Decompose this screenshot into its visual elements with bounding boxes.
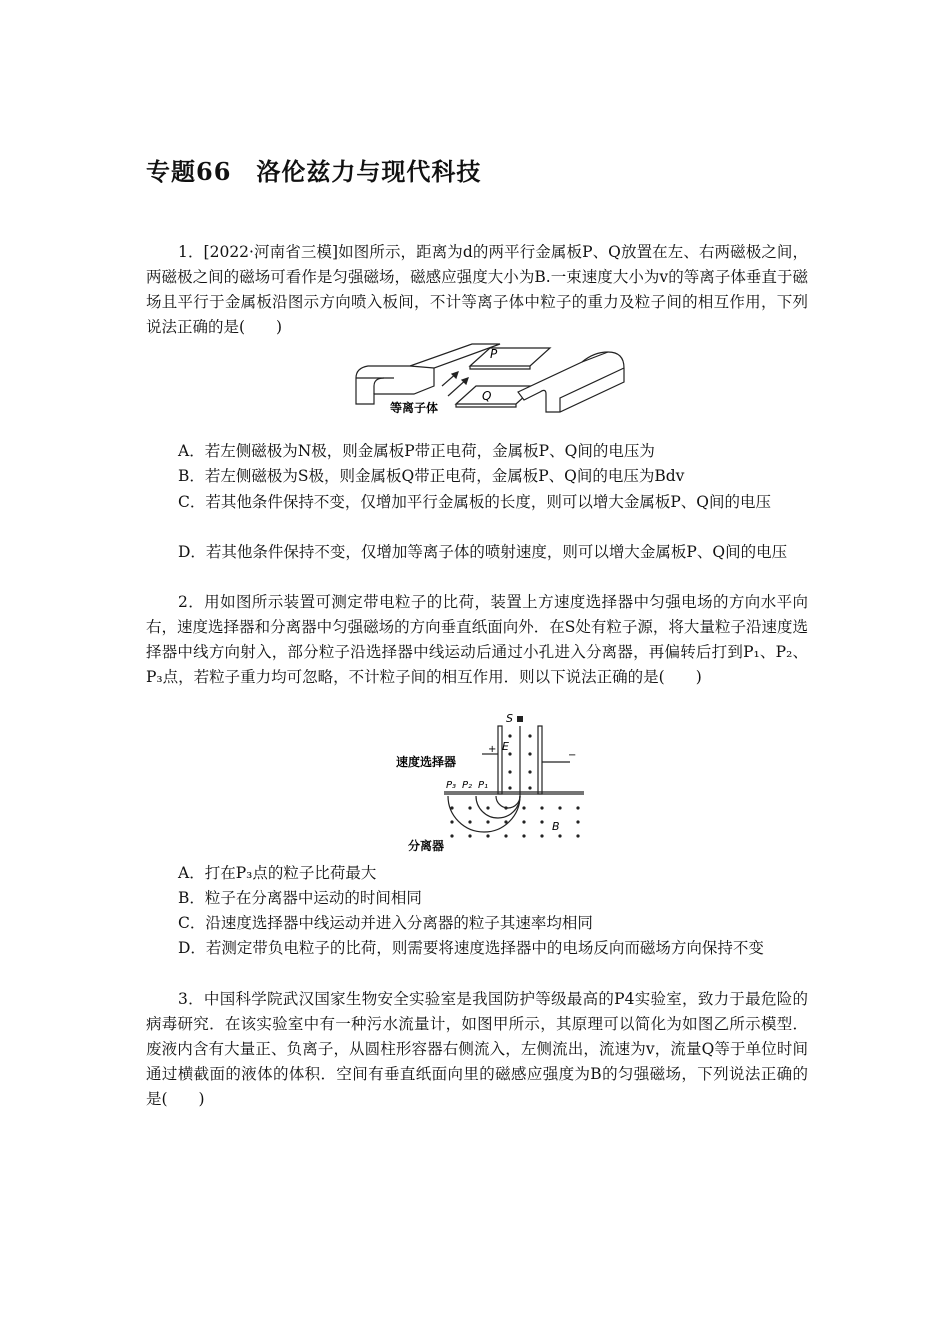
question-1-stem: 1．[2022·河南省三模]如图所示，距离为d的两平行金属板P、Q放置在左、右两磁极之间，两磁极之间的磁场可看作是匀强磁场，磁感应强度大小为B.一束速度大小为v的等离子体垂直于磁场且平行于金属板沿图示方向喷入板间，不计等离子体中粒子的重力及粒子间的相互作用，下列说法正确的是( ) xyxy=(146,243,808,336)
q1-option-a: A．若左侧磁极为N极，则金属板P带正电荷，金属板P、Q间的电压为 xyxy=(178,442,655,460)
label-b: B xyxy=(552,820,560,833)
label-selector: 速度选择器 xyxy=(396,755,457,769)
question-3-stem: 3．中国科学院武汉国家生物安全实验室是我国防护等级最高的P4实验室，致力于最危险的病毒研究．在该实验室中有一种污水流量计，如图甲所示，其原理可以简化为如图乙所示模型．废液内含有大量正、负离子，从圆柱形容器右侧流入，左侧流出，流速为v，流量Q等于单位时间通过横截面的液体的体积．空间有垂直纸面向里的磁感应强度为B的匀强磁场，下列说法正确的是( ) xyxy=(146,990,808,1108)
q2-option-c: C．沿速度选择器中线运动并进入分离器的粒子其速率均相同 xyxy=(178,914,593,932)
label-e: E xyxy=(502,740,509,753)
label-p: P xyxy=(490,347,498,361)
label-plasma: 等离子体 xyxy=(390,401,439,415)
label-s: S xyxy=(506,712,513,725)
q2-option-d: D．若测定带负电粒子的比荷，则需要将速度选择器中的电场反向而磁场方向保持不变 xyxy=(178,939,764,957)
figure-plasma-generator xyxy=(350,338,630,418)
label-q: Q xyxy=(482,389,492,403)
page-title: 专题66 洛伦兹力与现代科技 xyxy=(146,157,482,186)
q1-option-c: C．若其他条件保持不变，仅增加平行金属板的长度，则可以增大金属板P、Q间的电压 xyxy=(178,493,771,511)
label-minus: − xyxy=(568,750,577,761)
label-p2: P₂ xyxy=(462,780,473,791)
source-marker xyxy=(517,716,523,722)
label-p1: P₁ xyxy=(478,780,489,791)
q1-option-b: B．若左侧磁极为S极，则金属板Q带正电荷，金属板P、Q间的电压为Bdv xyxy=(178,467,685,485)
q2-option-a: A．打在P₃点的粒子比荷最大 xyxy=(178,864,377,882)
label-p3: P₃ xyxy=(446,780,457,791)
label-plus: + xyxy=(488,744,497,755)
label-separator: 分离器 xyxy=(408,839,445,853)
q1-option-d: D．若其他条件保持不变，仅增加等离子体的喷射速度，则可以增大金属板P、Q间的电压 xyxy=(178,543,788,561)
question-2-stem: 2．用如图所示装置可测定带电粒子的比荷，装置上方速度选择器中匀强电场的方向水平向右，速度选择器和分离器中匀强磁场的方向垂直纸面向外．在S处有粒子源，将大量粒子沿速度选择器中线方向射入，部分粒子沿选择器中线运动后通过小孔进入分离器，再偏转后打到P₁、P₂、P₃点，若粒子重力均可忽略，不计粒子间的相互作用．则以下说法正确的是( ) xyxy=(146,593,808,686)
q2-option-b: B．粒子在分离器中运动的时间相同 xyxy=(178,889,422,907)
figure-mass-spectrometer xyxy=(392,708,592,858)
